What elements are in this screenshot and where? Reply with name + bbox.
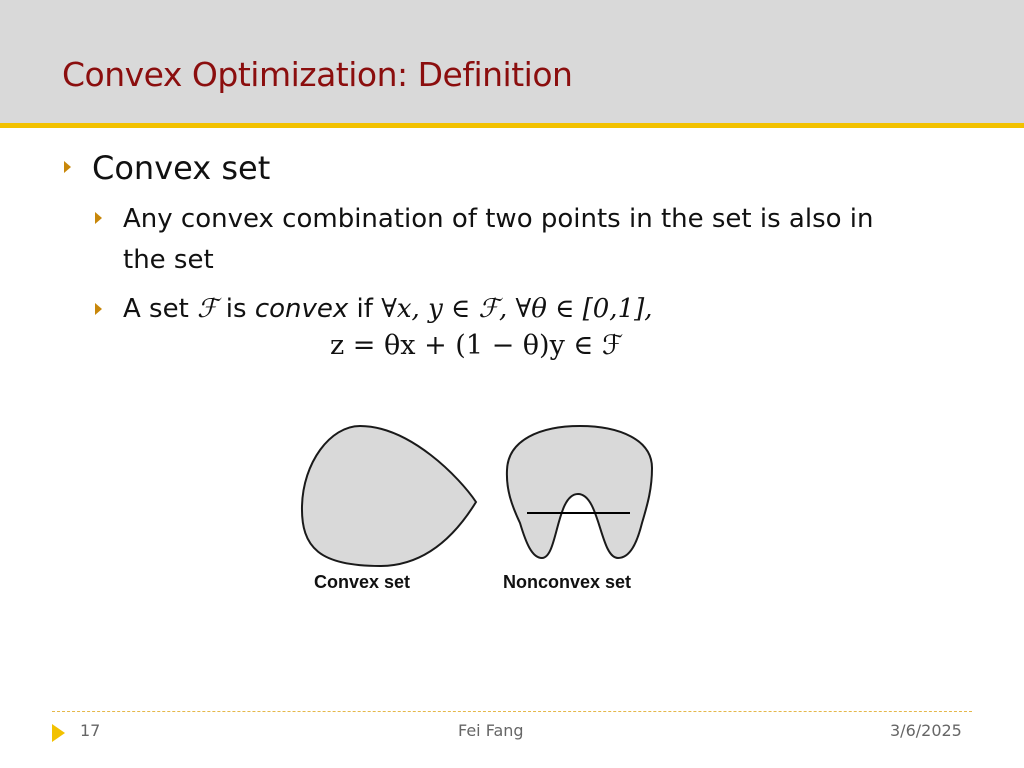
convex-combination-formula: z = θx + (1 − θ)y ∈ ℱ	[330, 330, 624, 361]
definition-prefix: A set	[123, 294, 198, 324]
nonconvex-caption: Nonconvex set	[503, 572, 632, 592]
footer-author: Fei Fang	[458, 721, 524, 740]
quantifier-expression: ∀x, y ∈ ℱ, ∀θ ∈ [0,1],	[381, 294, 653, 324]
nonconvex-set-shape	[507, 426, 652, 558]
bullet-convex-definition	[123, 289, 653, 329]
footer-triangle-icon	[52, 724, 65, 742]
slide-header	[0, 0, 1024, 123]
header-divider	[0, 123, 1024, 128]
convex-emphasis: convex	[254, 294, 349, 324]
set-symbol: ℱ	[197, 294, 218, 324]
footer-divider	[52, 711, 972, 712]
bullet-convex-set: Convex set	[92, 149, 271, 187]
slide-title: Convex Optimization: Definition	[62, 55, 573, 94]
convex-caption: Convex set	[314, 572, 411, 592]
bullet-convex-combination-line2: the set	[123, 245, 214, 275]
bullet-convex-combination-line1: Any convex combination of two points in the set is also in	[123, 204, 874, 234]
bullet-arrow-icon	[95, 212, 102, 224]
bullet-arrow-icon	[64, 161, 71, 173]
convex-nonconvex-figure	[290, 418, 670, 608]
definition-is: is	[217, 294, 255, 324]
convex-set-shape	[302, 426, 476, 566]
page-number: 17	[80, 721, 101, 740]
footer-date: 3/6/2025	[890, 721, 962, 740]
bullet-arrow-icon	[95, 303, 102, 315]
definition-if: if	[348, 294, 382, 324]
